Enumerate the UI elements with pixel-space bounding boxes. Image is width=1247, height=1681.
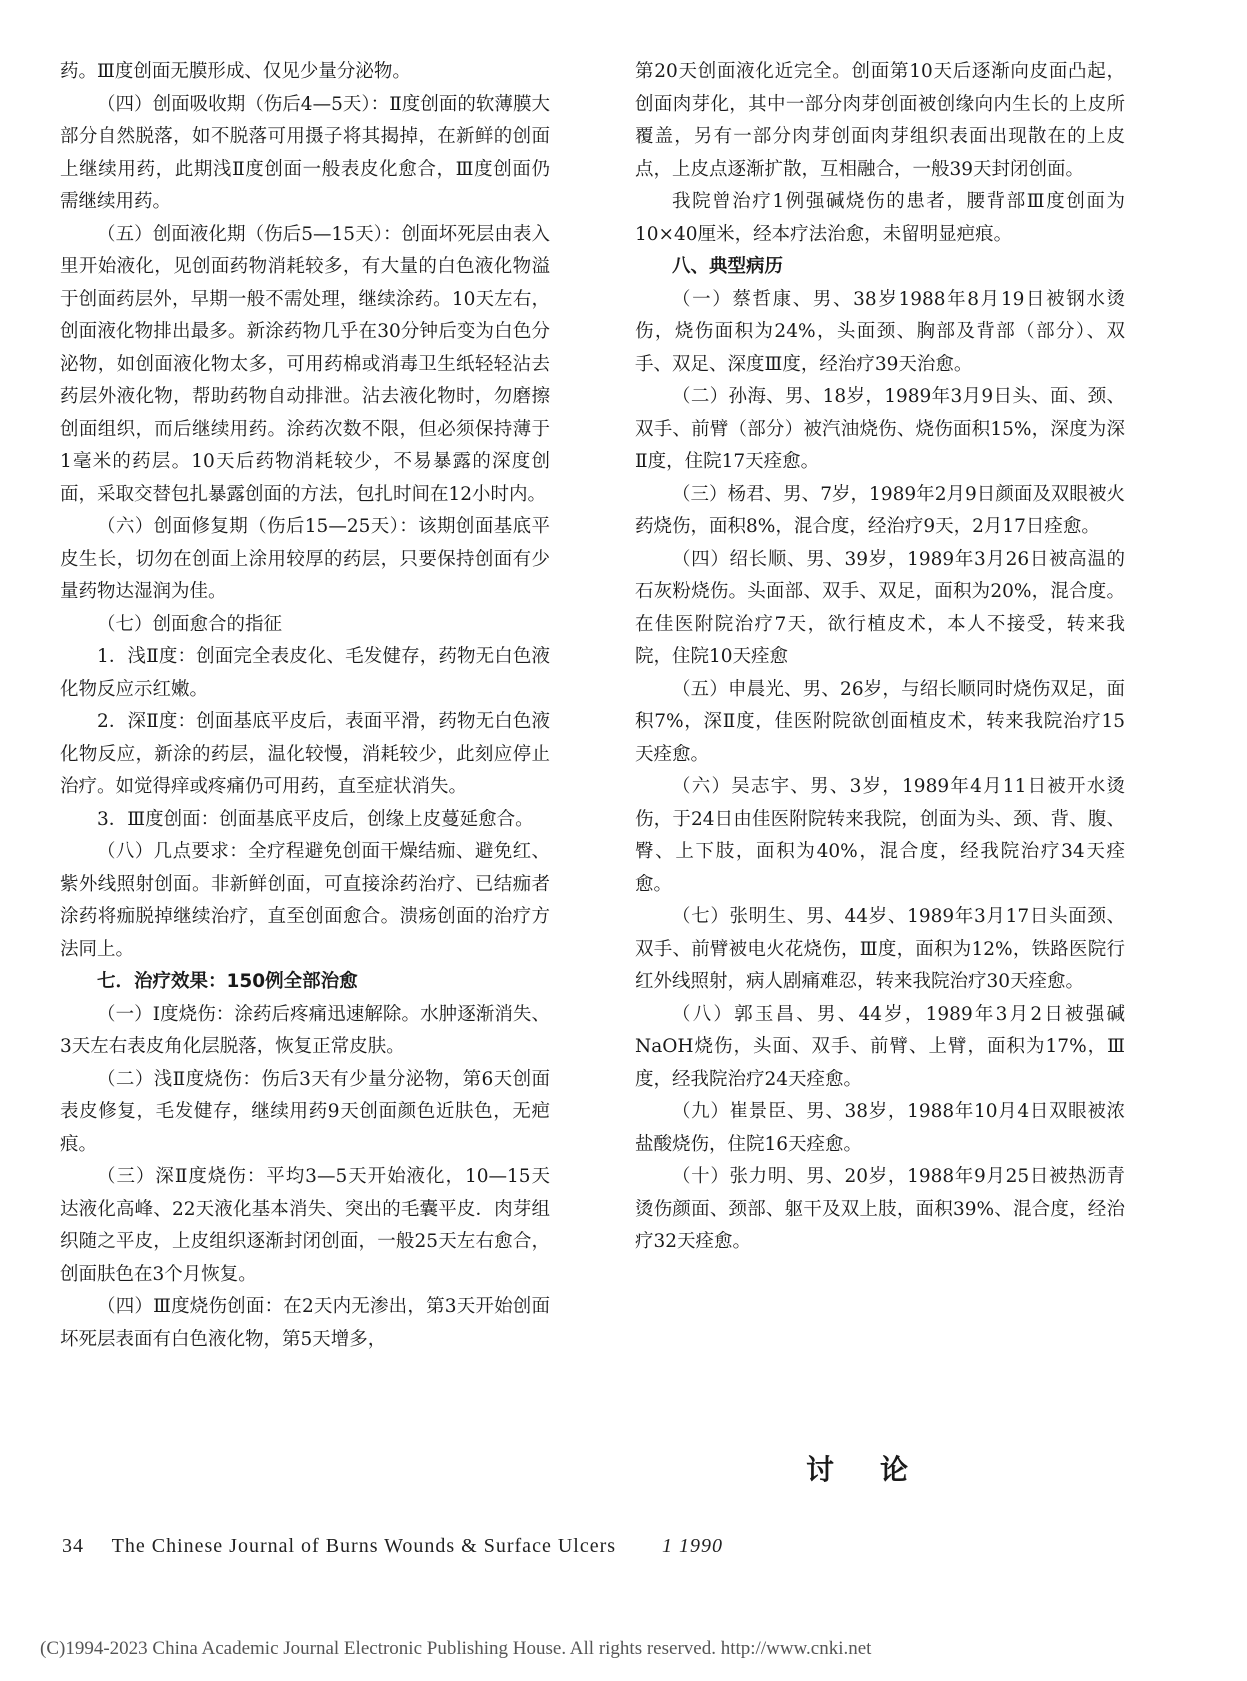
copyright-notice: (C)1994-2023 China Academic Journal Electronic Publishing House. All rights reserved. http://www.cnki.net — [40, 1638, 872, 1659]
paragraph: （一）蔡哲康、男、38岁1988年8月19日被钢水烫伤，烧伤面积为24%，头面颈、胸部及背部（部分）、双手、双足、深度Ⅲ度，经治疗39天治愈。 — [635, 288, 1125, 375]
paragraph: （三）杨君、男、7岁，1989年2月9日颜面及双眼被火药烧伤，面积8%，混合度，经治疗9天，2月17日痊愈。 — [635, 483, 1125, 537]
paragraph: （二）浅Ⅱ度烧伤：伤后3天有少量分泌物，第6天创面表皮修复，毛发健存，继续用药9天创面颜色近肤色，无疤痕。 — [60, 1068, 550, 1155]
paragraph: （二）孙海、男、18岁，1989年3月9日头、面、颈、双手、前臂（部分）被汽油烧伤、烧伤面积15%，深度为深Ⅱ度，住院17天痊愈。 — [635, 386, 1125, 472]
paragraph: （六）创面修复期（伤后15—25天）：该期创面基底平皮生长，切勿在创面上涂用较厚的药层，只要保持创面有少量药物达湿润为佳。 — [60, 516, 550, 602]
paragraph: （一）Ⅰ度烧伤：涂药后疼痛迅速解除。水肿逐渐消失、3天左右表皮角化层脱落，恢复正常皮肤。 — [60, 1003, 550, 1057]
paragraph: （四）创面吸收期（伤后4—5天）：Ⅱ度创面的软薄膜大部分自然脱落，如不脱落可用摄子将其揭掉，在新鲜的创面上继续用药，此期浅Ⅱ度创面一般表皮化愈合，Ⅲ度创面仍需继续用药。 — [60, 93, 550, 212]
paragraph: （七）创面愈合的指征 — [97, 613, 283, 635]
issue-label: 1 1990 — [662, 1535, 724, 1557]
paragraph: 2．深Ⅱ度：创面基底平皮后，表面平滑，药物无白色液化物反应，新涂的药层，温化较慢，消耗较少，此刻应停止治疗。如觉得痒或疼痛仍可用药，直至症状消失。 — [60, 711, 550, 797]
paragraph: 我院曾治疗1例强碱烧伤的患者，腰背部Ⅲ度创面为10×40厘米，经本疗法治愈，未留明显疤痕。 — [635, 191, 1125, 245]
paragraph: （八）郭玉昌、男、44岁，1989年3月2日被强碱NaOH烧伤，头面、双手、前臂、上臂，面积为17%，Ⅲ度，经我院治疗24天痊愈。 — [635, 1003, 1125, 1090]
page-footer — [62, 1535, 723, 1558]
section-heading: 七．治疗效果：150例全部治愈 — [97, 971, 358, 992]
journal-name: The Chinese Journal of Burns Wounds & Surface Ulcers — [111, 1535, 617, 1557]
section-heading: 八、典型病历 — [672, 256, 784, 277]
page-number: 34 — [62, 1535, 84, 1557]
paragraph: 第20天创面液化近完全。创面第10天后逐渐向皮面凸起，创面肉芽化，其中一部分肉芽创面被创缘向内生长的上皮所覆盖，另有一部分肉芽创面肉芽组织表面出现散在的上皮点，上皮点逐渐扩散，互相融合，一般39天封闭创面。 — [635, 61, 1125, 180]
paragraph: （五）创面液化期（伤后5—15天）：创面坏死层由表入里开始液化，见创面药物消耗较多，有大量的白色液化物溢于创面药层外，早期一般不需处理，继续涂药。10天左右，创面液化物排出最多。新涂药物几乎在30分钟后变为白色分泌物，如创面液化物太多，可用药棉或消毒卫生纸轻轻沾去药层外液化物，帮助药物自动排泄。沾去液化物时，勿磨擦创面组织，而后继续用药。涂药次数不限，但必须保持薄于1毫米的药层。10天后药物消耗较少，不易暴露的深度创面，采取交替包扎暴露创面的方法，包扎时间在12小时内。 — [60, 223, 550, 505]
right-column — [635, 56, 1125, 1259]
paragraph: （四）Ⅲ度烧伤创面：在2天内无渗出，第3天开始创面坏死层表面有白色液化物，第5天增多， — [60, 1296, 550, 1350]
paragraph: 3．Ⅲ度创面：创面基底平皮后，创缘上皮蔓延愈合。 — [97, 808, 534, 830]
paragraph: （三）深Ⅱ度烧伤：平均3—5天开始液化，10—15天达液化高峰、22天液化基本消失、突出的毛囊平皮．肉芽组织随之平皮，上皮组织逐渐封闭创面，一般25天左右愈合，创面肤色在3个月恢复。 — [60, 1166, 550, 1285]
paragraph: 药。Ⅲ度创面无膜形成、仅见少量分泌物。 — [60, 61, 411, 82]
paragraph: （六）吴志宇、男、3岁，1989年4月11日被开水烫伤，于24日由佳医附院转来我院，创面为头、颈、背、腹、臀、上下肢，面积为40%，混合度，经我院治疗34天痊愈。 — [635, 776, 1125, 895]
paragraph: （四）绍长顺、男、39岁，1989年3月26日被高温的石灰粉烧伤。头面部、双手、双足，面积为20%，混合度。在佳医附院治疗7天，欲行植皮术，本人不接受，转来我院，住院10天痊愈 — [635, 548, 1125, 667]
paragraph: （十）张力明、男、20岁，1988年9月25日被热沥青烫伤颜面、颈部、躯干及双上肢，面积39%、混合度，经治疗32天痊愈。 — [635, 1166, 1125, 1252]
paragraph: （七）张明生、男、44岁、1989年3月17日头面颈、双手、前臂被电火花烧伤，Ⅲ度，面积为12%，铁路医院行红外线照射，病人剧痛难忍，转来我院治疗30天痊愈。 — [635, 906, 1125, 992]
paragraph: （八）几点要求：全疗程避免创面干燥结痂、避免红、紫外线照射创面。非新鲜创面，可直接涂药治疗、已结痂者涂药将痂脱掉继续治疗，直至创面愈合。溃疡创面的治疗方法同上。 — [60, 841, 550, 960]
paragraph: 1．浅Ⅱ度：创面完全表皮化、毛发健存，药物无白色液化物反应示红嫩。 — [60, 646, 550, 700]
discussion-heading: 讨论 — [805, 1453, 954, 1486]
paragraph: （五）申晨光、男、26岁，与绍长顺同时烧伤双足，面积7%，深Ⅱ度，佳医附院欲创面植皮术，转来我院治疗15天痊愈。 — [635, 678, 1125, 765]
left-column — [60, 56, 550, 1356]
paragraph: （九）崔景臣、男、38岁，1988年10月4日双眼被浓盐酸烧伤，住院16天痊愈。 — [635, 1101, 1125, 1155]
